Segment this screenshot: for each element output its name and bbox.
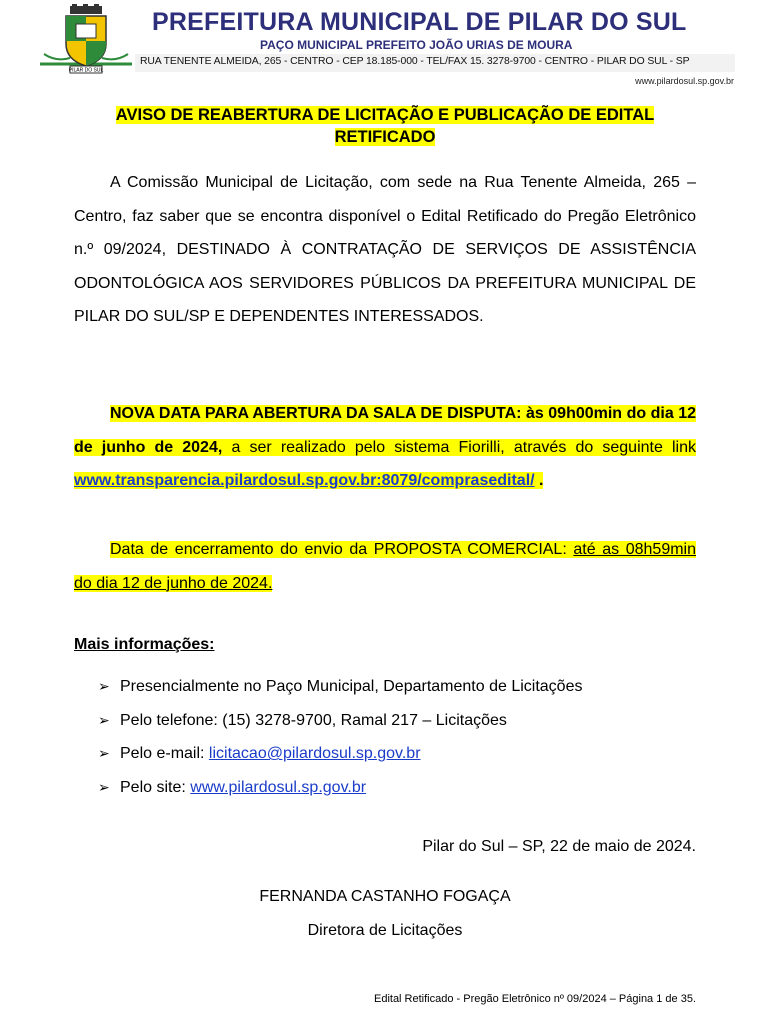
page-footer: Edital Retificado - Pregão Eletrônico nº 09/2024 – Página 1 de 35. xyxy=(373,993,696,1005)
place-date: Pilar do Sul – SP, 22 de maio de 2024. xyxy=(422,838,696,855)
notice-title-line2: RETIFICADO xyxy=(334,128,436,146)
email-link[interactable]: licitacao@pilardosul.sp.gov.br xyxy=(208,745,421,763)
list-item xyxy=(98,670,582,704)
header-title: PREFEITURA MUNICIPAL DE PILAR DO SUL xyxy=(152,8,687,36)
svg-text:PILAR DO SUL: PILAR DO SUL xyxy=(68,67,104,74)
municipal-crest-icon xyxy=(36,4,136,74)
dispute-date-text: a ser realizado pelo sistema Fiorilli, através do seguinte link xyxy=(222,438,696,456)
notice-title xyxy=(74,104,696,148)
dispute-date-end: . xyxy=(534,472,544,490)
intro-paragraph xyxy=(74,166,696,334)
signatory-name: FERNANDA CASTANHO FOGAÇA xyxy=(259,888,511,905)
dispute-date-bold: NOVA DATA PARA ABERTURA DA SALA DE DISPUTA: às 09h00min do dia 12 de junho de 2024, xyxy=(74,405,696,456)
website-link[interactable]: www.pilardosul.sp.gov.br xyxy=(190,778,367,796)
letterhead xyxy=(0,0,770,90)
compras-edital-link[interactable]: www.transparencia.pilardosul.sp.gov.br:8079/comprasedital/ xyxy=(74,472,535,490)
header-address: RUA TENENTE ALMEIDA, 265 - CENTRO - CEP 18.185-000 - TEL/FAX 15. 3278-9700 - CENTRO - PILAR DO SUL - SP xyxy=(140,56,690,67)
list-item xyxy=(98,704,582,738)
more-info-list xyxy=(98,670,582,804)
header-website: www.pilardosul.sp.gov.br xyxy=(635,76,734,86)
notice-title-line1: AVISO DE REABERTURA DE LICITAÇÃO E PUBLICAÇÃO DE EDITAL xyxy=(115,106,655,124)
list-item-text: Pelo site: xyxy=(120,778,191,796)
more-info-heading: Mais informações: xyxy=(74,636,215,653)
arrow-bullet-icon: ➢ xyxy=(98,778,110,795)
list-item-text: Pelo e-mail: xyxy=(120,745,209,763)
header-subtitle: PAÇO MUNICIPAL PREFEITO JOÃO URIAS DE MOURA xyxy=(260,38,573,52)
list-item-text: Pelo telefone: (15) 3278-9700, Ramal 217 – Licitações xyxy=(120,711,507,729)
intro-text: A Comissão Municipal de Licitação, com sede na Rua Tenente Almeida, 265 – Centro, faz saber que se encontra disponível o Edital Retificado do Pregão Eletrônico n.º 09/2024, DESTINADO À CONTRATAÇÃO DE SERVIÇOS DE ASSISTÊNCIA ODONTOLÓGICA AOS SERVIDORES PÚBLICOS DA PREFEITURA MUNICIPAL DE PILAR DO SUL/SP E DEPENDENTES INTERESSADOS. xyxy=(74,174,696,326)
list-item xyxy=(98,737,582,771)
list-item xyxy=(98,771,582,805)
arrow-bullet-icon: ➢ xyxy=(98,678,110,694)
signatory-role: Diretora de Licitações xyxy=(307,922,463,939)
proposal-deadline-date: até as 08h59min do dia 12 de junho de 2024. xyxy=(74,541,696,592)
arrow-bullet-icon: ➢ xyxy=(98,711,110,728)
dispute-date-paragraph xyxy=(74,397,696,498)
proposal-deadline-paragraph xyxy=(74,533,696,600)
list-item-text: Presencialmente no Paço Municipal, Departamento de Licitações xyxy=(120,678,583,695)
proposal-deadline-text: Data de encerramento do envio da PROPOSTA COMERCIAL: xyxy=(110,541,574,558)
arrow-bullet-icon: ➢ xyxy=(98,745,110,762)
